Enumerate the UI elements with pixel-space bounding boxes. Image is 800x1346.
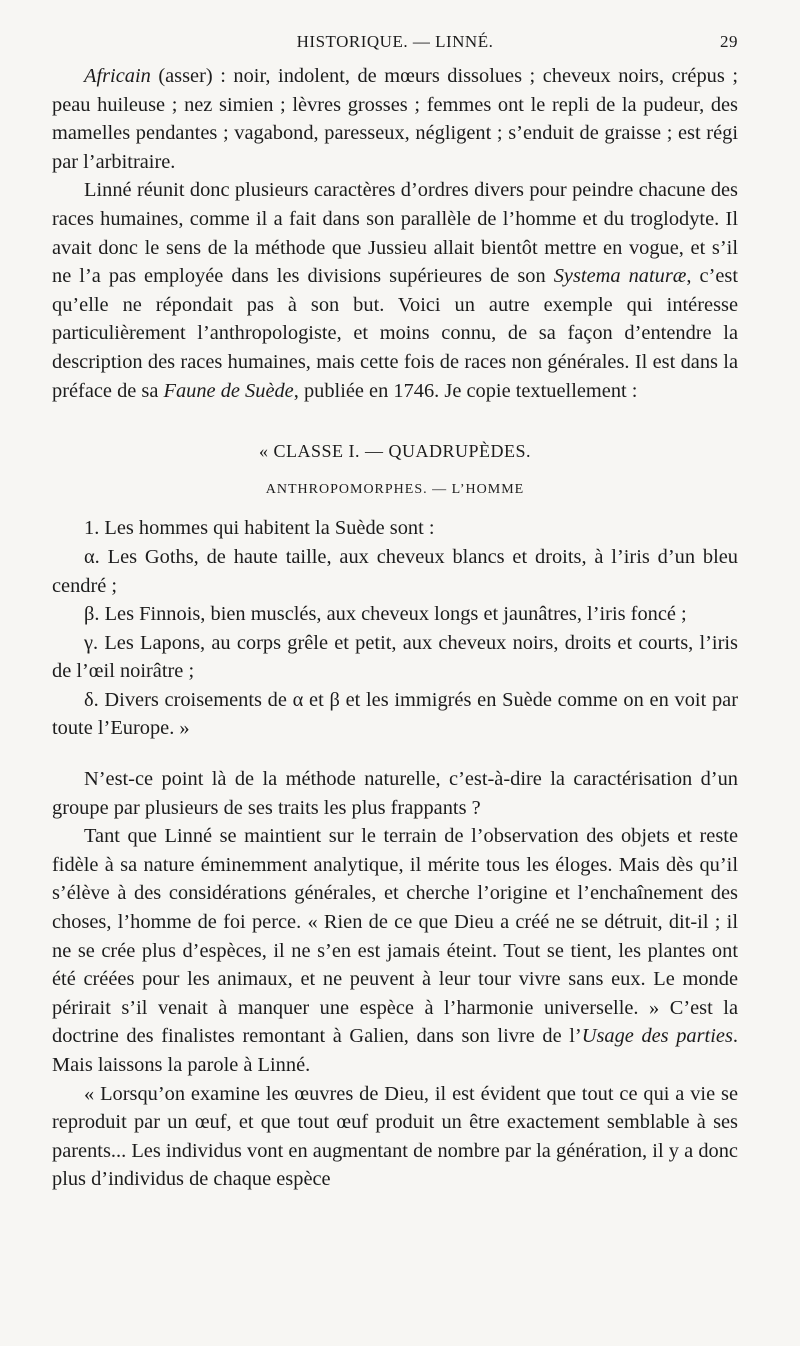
running-header <box>52 20 738 54</box>
page-number: 29 <box>720 32 738 51</box>
paragraph-oeuvres-de-dieu: « Lorsqu’on examine les œuvres de Dieu, il est évident que tout ce qui a vie se reproduit par un œuf, et que tout œuf produit un être exactement semblable à ses parents... Les individus vont en augmentant de nombre par la génération, il y a donc plus d’individus de chaque espèce <box>52 1082 738 1191</box>
italic-title: Usage des parties <box>581 1025 733 1048</box>
list-item-finnois: β. Les Finnois, bien musclés, aux cheveux longs et jaunâtres, l’iris foncé ; <box>84 603 687 626</box>
paragraph-methode-naturelle: N’est-ce point là de la méthode naturelle, c’est-à-dire la caractérisation d’un groupe par plusieurs de ses traits les plus frappants ? <box>52 768 738 819</box>
running-title: HISTORIQUE. — LINNÉ. <box>296 32 494 51</box>
anthropomorphes-heading: ANTHROPOMORPHES. — L’HOMME <box>265 481 525 497</box>
list-item-croisements: δ. Divers croisements de α et β et les immigrés en Suède comme on en voit par toute l’Europe. » <box>52 688 738 740</box>
body-text <box>52 62 738 1194</box>
list-item-goths: α. Les Goths, de haute taille, aux cheveux blancs et droits, à l’iris d’un bleu cendré ; <box>52 545 738 597</box>
italic-title: Faune de Suède <box>163 379 294 402</box>
paragraph-africain: Africain (asser) : noir, indolent, de mœurs dissolues ; cheveux noirs, crépus ; peau huileuse ; nez simien ; lèvres grosses ; femmes ont le repli de la pudeur, des mamelles pendantes ; vagabond, paresseux, négligent ; s’enduit de graisse ; est régi par l’arbitraire. <box>52 65 738 173</box>
italic-term: Africain <box>84 65 151 87</box>
list-intro: 1. Les hommes qui habitent la Suède sont : <box>84 517 435 540</box>
italic-title: Systema naturæ <box>553 265 687 288</box>
list-item-lapons: γ. Les Lapons, au corps grêle et petit, aux cheveux noirs, droits et courts, l’iris de l’œil noirâtre ; <box>52 631 738 683</box>
classe-heading: « CLASSE I. — QUADRUPÈDES. <box>258 441 532 462</box>
paragraph-linne-methode: Linné réunit donc plusieurs caractères d’ordres divers pour peindre chacune des races humaines, comme il a fait dans son parallèle de l’homme et du troglodyte. Il avait donc le sens de la méthode que Jussieu allait bientôt mettre en vogue, et s’il ne l’a pas employée dans les divisions supérieures de son Systema naturæ, c’est qu’elle ne répondait pas à son but. Voici un autre exemple qui intéresse particulièrement l’anthropologiste, et moins connu, de sa façon d’entendre la description des races humaines, mais cette fois de races non générales. Il est dans la préface de sa Faune de Suède, publiée en 1746. Je copie textuellement : <box>52 179 739 402</box>
paragraph-homme-de-foi: Tant que Linné se maintient sur le terrain de l’observation des objets et reste fidèle à sa nature éminemment analytique, il mérite tous les éloges. Mais dès qu’il s’élève à des considérations générales, et cherche l’origine et l’enchaînement des choses, l’homme de foi perce. « Rien de ce que Dieu a créé ne se détruit, dit-il ; il ne se crée plus d’espèces, il ne s’en est jamais éteint. Tout se tient, les plantes ont été créées pour les animaux, et ne peuvent à leur tour vivre sans eux. Le monde périrait s’il venait à manquer une espèce à l’harmonie universelle. » C’est la doctrine des finalistes remontant à Galien, dans son livre de l’Usage des parties. Mais laissons la parole à Linné. <box>52 825 738 1076</box>
